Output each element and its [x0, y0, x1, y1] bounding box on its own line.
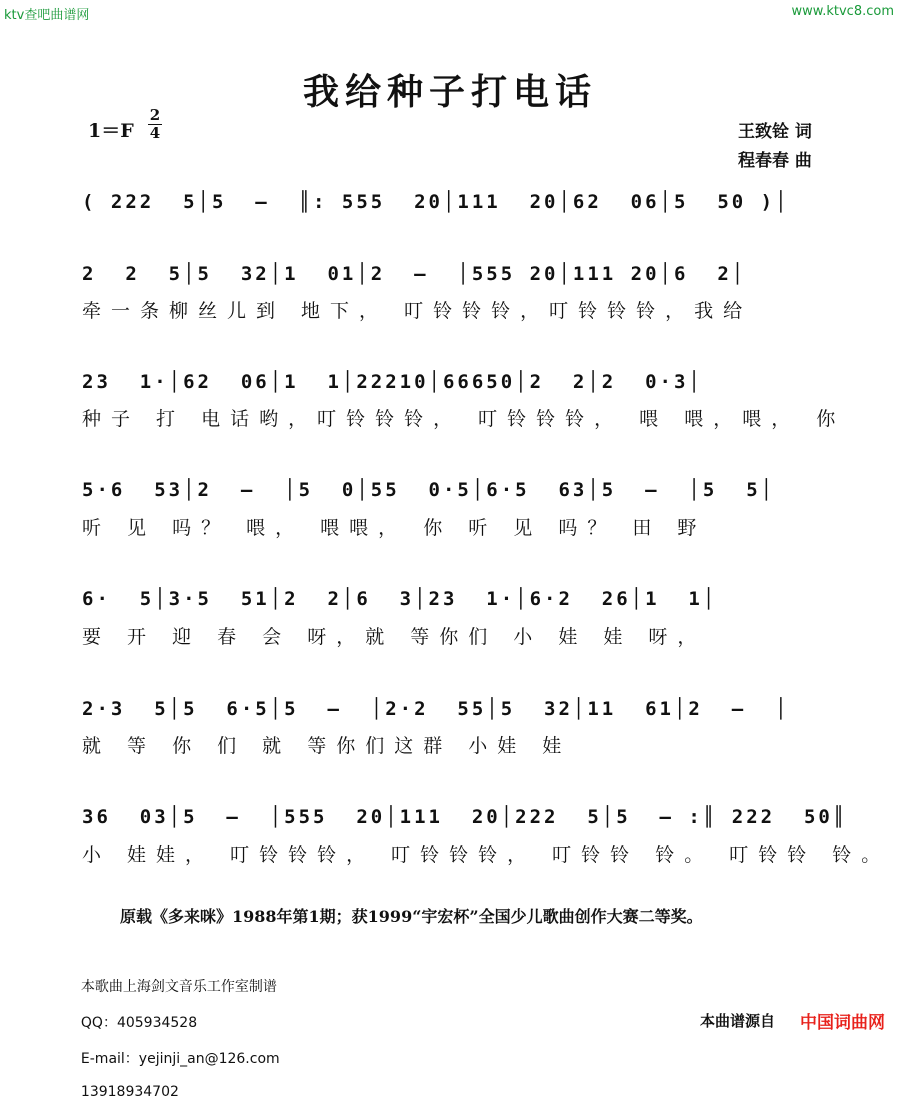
lyricist-credit: 王致铨 词 — [738, 122, 812, 142]
staff-line-2 — [82, 254, 842, 294]
publication-note: 原载《多来咪》1988年第1期；获1999“宇宏杯”全国少儿歌曲创作大赛二等奖。 — [120, 907, 703, 926]
lyrics-line-6: 就 等 你 们 就 等你们这群 小娃 娃 — [82, 735, 572, 757]
key-signature: 1＝F — [88, 120, 134, 142]
notation: 5·6 53│2 – │5 0│55 0·5│6·5 63│5 – │5 5│ — [82, 479, 776, 501]
time-signature-bottom: 4 — [149, 124, 161, 142]
footer-phone: 13918934702 — [80, 1084, 179, 1100]
lyrics-line-2: 牵一条柳丝儿到 地下， 叮铃铃铃，叮铃铃铃，我给 — [82, 300, 753, 322]
notation: 2 2 5│5 32│1 01│2 – │555 20│111 20│6 2│ — [82, 263, 747, 285]
footer-studio: 本歌曲上海剑文音乐工作室制谱 — [80, 979, 277, 995]
time-signature-top: 2 — [149, 106, 161, 124]
staff-line-7 — [82, 797, 848, 837]
footer-qq: QQ：405934528 — [80, 1015, 198, 1031]
source-site-link[interactable]: 中国词曲网 — [800, 1013, 885, 1033]
notation: 23 1·│62 06│1 1│22210│66650│2 2│2 0·3│ — [82, 371, 703, 393]
lyrics-line-3: 种子 打 电话哟，叮铃铃铃， 叮铃铃铃， 喂 喂，喂， 你 — [82, 408, 846, 430]
lyrics-line-4: 听 见 吗？ 喂， 喂喂， 你 听 见 吗？ 田 野 — [82, 517, 707, 539]
time-signature — [148, 108, 162, 141]
footer-email: E-mail：yejinji_an@126.com — [80, 1051, 280, 1067]
notation: ( 222 5│5 – ║: 555 20│111 20│62 06│5 50 )│ — [82, 191, 790, 213]
source-label: 本曲谱源自 — [700, 1012, 776, 1030]
notation: 6· 5│3·5 51│2 2│6 3│23 1·│6·2 26│1 1│ — [82, 588, 718, 610]
composer-credit: 程春春 曲 — [738, 151, 812, 171]
song-title: 我给种子打电话 — [302, 71, 597, 113]
staff-line-5 — [82, 579, 842, 619]
staff-line-1 — [82, 182, 842, 222]
staff-line-6 — [82, 689, 842, 729]
staff-line-4 — [82, 470, 842, 510]
lyrics-line-7: 小 娃娃， 叮铃铃铃， 叮铃铃铃， 叮铃铃 铃。 叮铃铃 铃。 — [82, 844, 891, 866]
watermark-right: www.ktvc8.com — [791, 4, 894, 19]
staff-line-3 — [82, 362, 842, 402]
watermark-left: ktv查吧曲谱网 — [4, 8, 90, 23]
notation: 2·3 5│5 6·5│5 – │2·2 55│5 32│11 61│2 – │ — [82, 698, 790, 720]
lyrics-line-5: 要 开 迎 春 会 呀，就 等你们 小 娃 娃 呀， — [82, 626, 707, 648]
notation: 36 03│5 – │555 20│111 20│222 5│5 – :║ 222 50║ — [82, 806, 848, 828]
footer — [72, 960, 280, 1100]
